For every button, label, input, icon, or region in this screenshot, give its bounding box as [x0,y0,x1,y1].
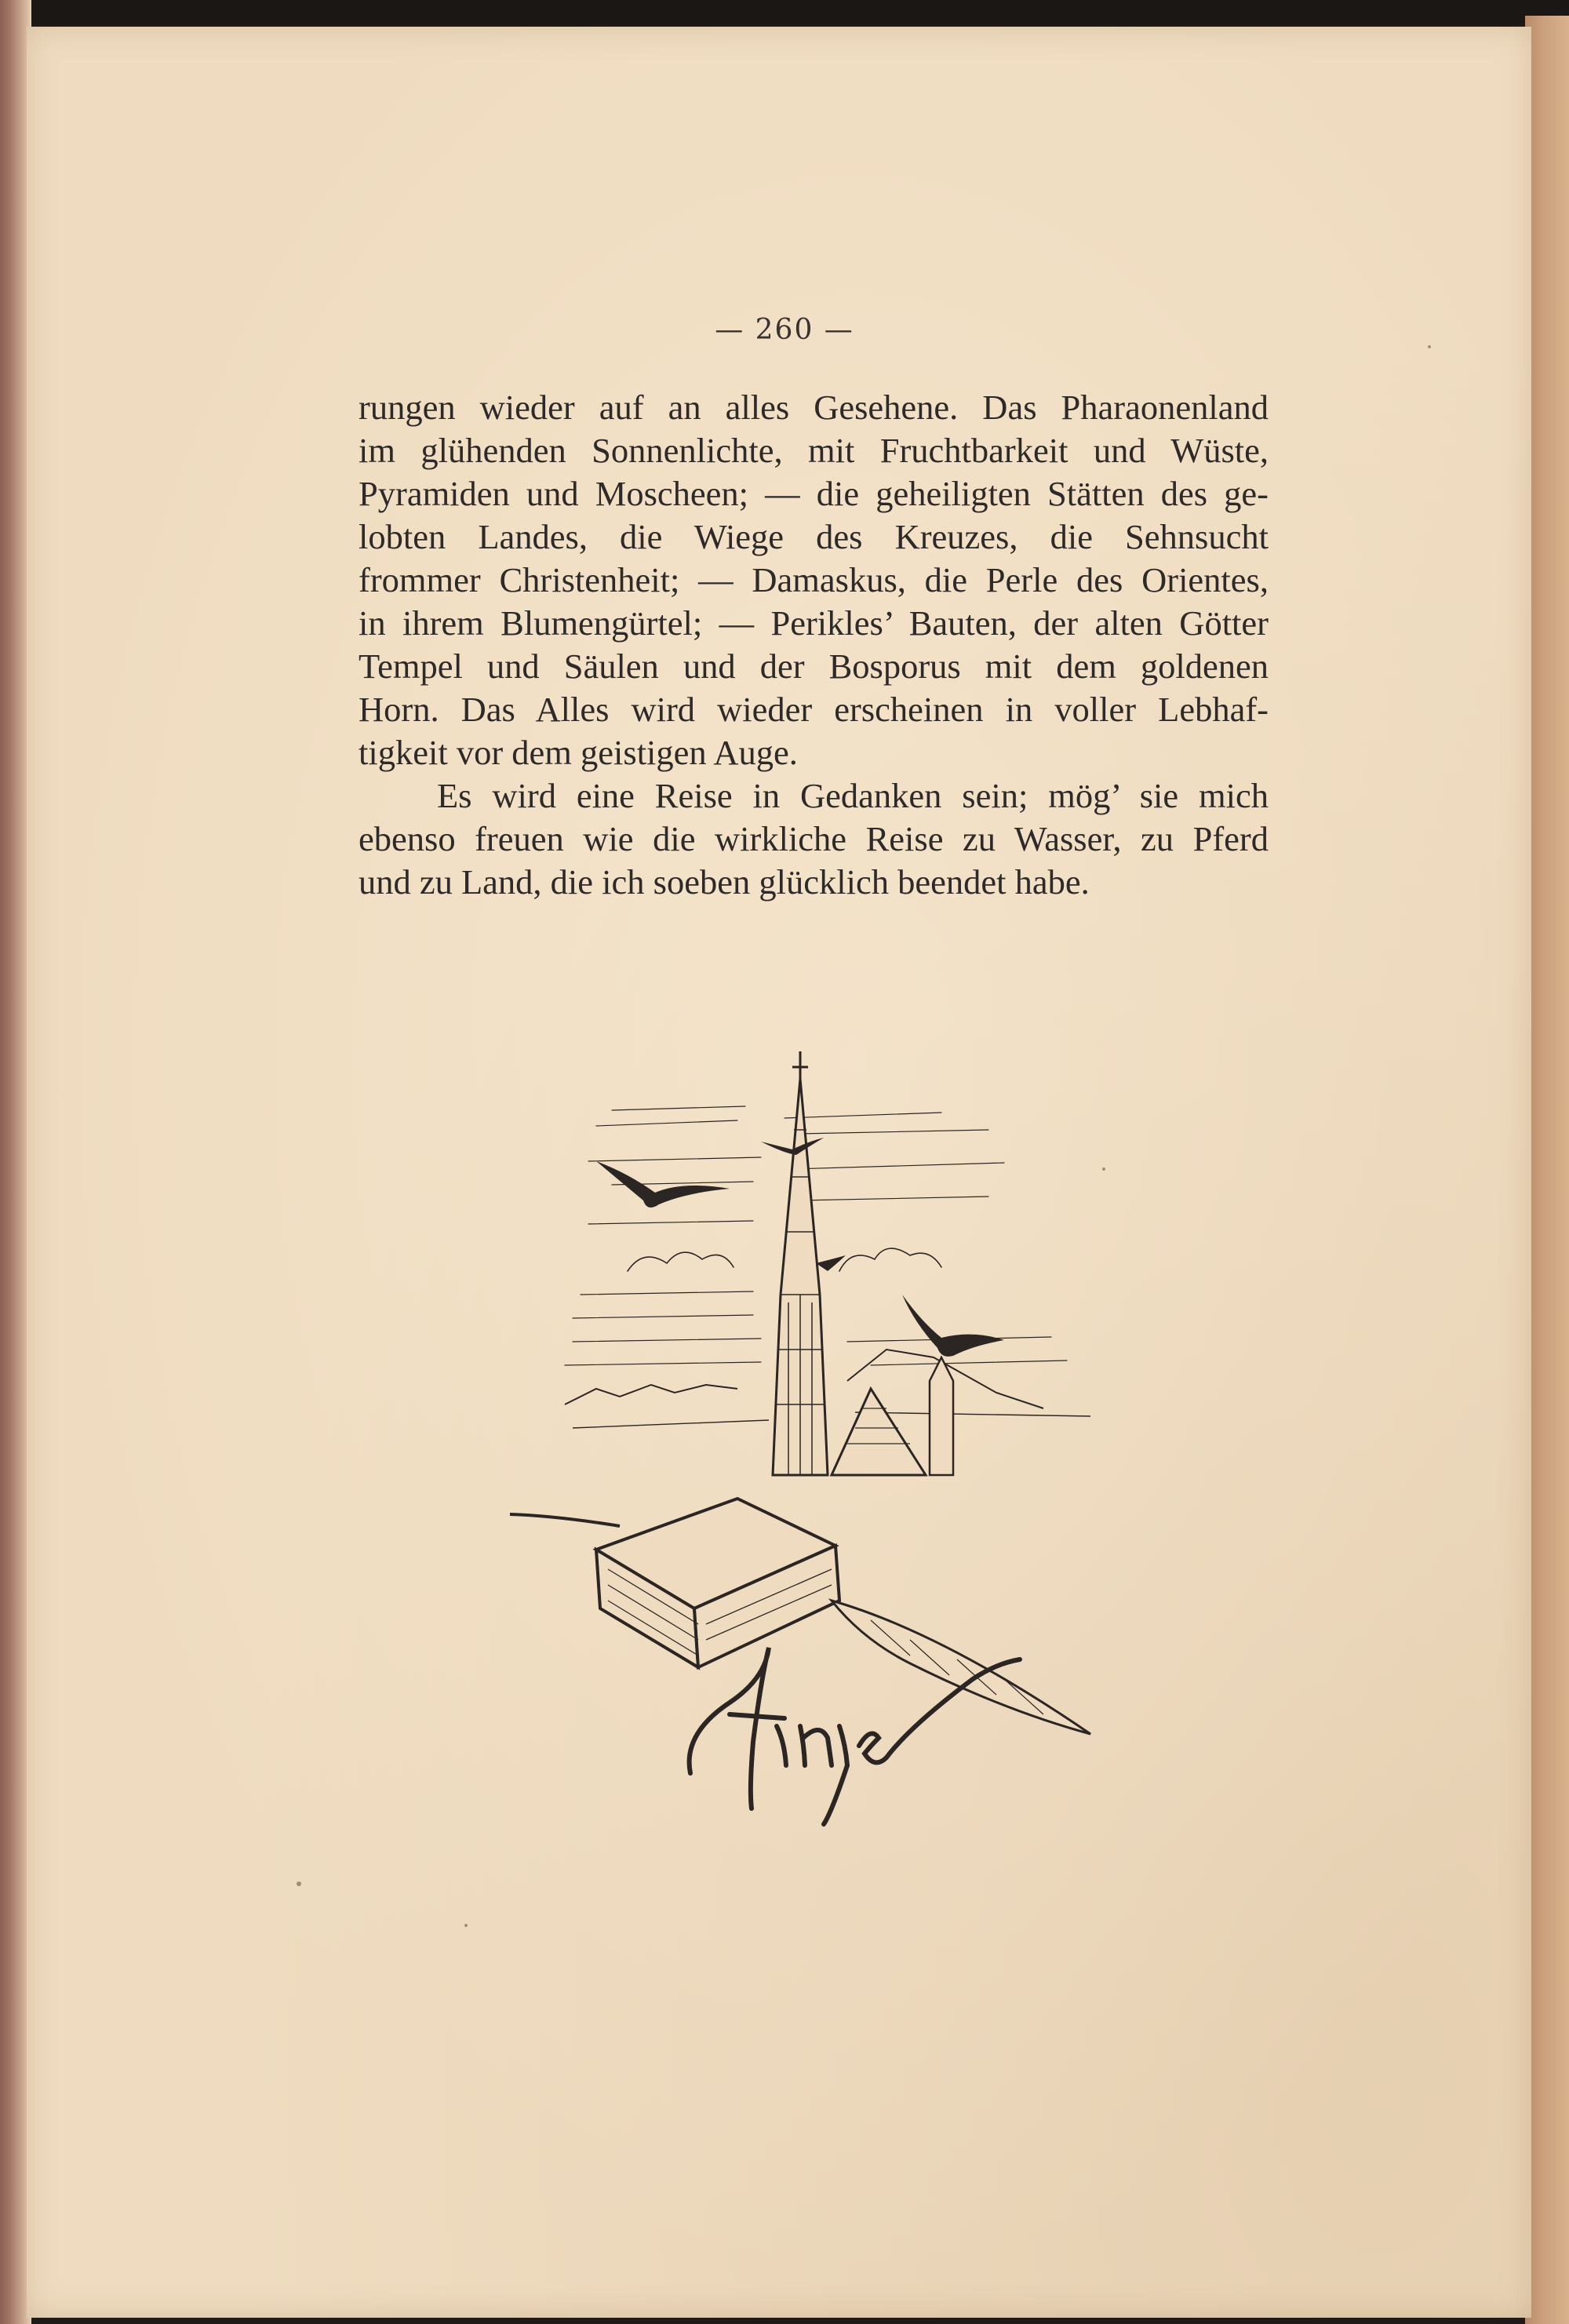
page-number: — 260 — [715,314,854,346]
scan-background-top [0,0,1569,24]
text-line: tigkeit vor dem geistigen Auge. [359,733,798,772]
text-line: Tempel und Säulen und der Bosporus mit dem goldenen [359,647,1269,686]
finis-vignette [502,1036,1130,1836]
text-line: ebenso freuen wie die wirkliche Reise zu Wasser, zu Pferd [359,819,1269,858]
text-line: im glühenden Sonnenlichte, mit Fruchtbarkeit und Wüste, [359,431,1269,470]
book-cover-edge [1525,16,1569,2324]
paper-speck [1102,1167,1105,1171]
body-text [359,386,1269,904]
vignette-book [510,1499,839,1667]
text-line: lobten Landes, die Wiege des Kreuzes, die Sehnsucht [359,517,1269,556]
vignette-quill-pen [832,1601,1090,1734]
paper-speck [297,1881,301,1886]
vignette-town-skyline [565,1350,1090,1428]
paper-speck [464,1924,468,1927]
text-line: Horn. Das Alles wird wieder erscheinen in voller Lebhaf- [359,690,1269,729]
text-line: rungen wieder auf an alles Gesehene. Das Pharaonenland [359,388,1269,427]
text-line: und zu Land, die ich soeben glücklich beendet habe. [359,862,1090,902]
text-line: in ihrem Blumengürtel; — Perikles’ Bauten, der alten Götter [359,603,1269,643]
text-line: frommer Christenheit; — Damaskus, die Perle des Orientes, [359,560,1269,599]
text-line: Es wird eine Reise in Gedanken sein; mög’ sie mich [437,776,1269,815]
text-line: Pyramiden und Moscheen; — die geheiligten Stätten des ge- [359,474,1269,513]
paper-speck [1428,345,1431,348]
